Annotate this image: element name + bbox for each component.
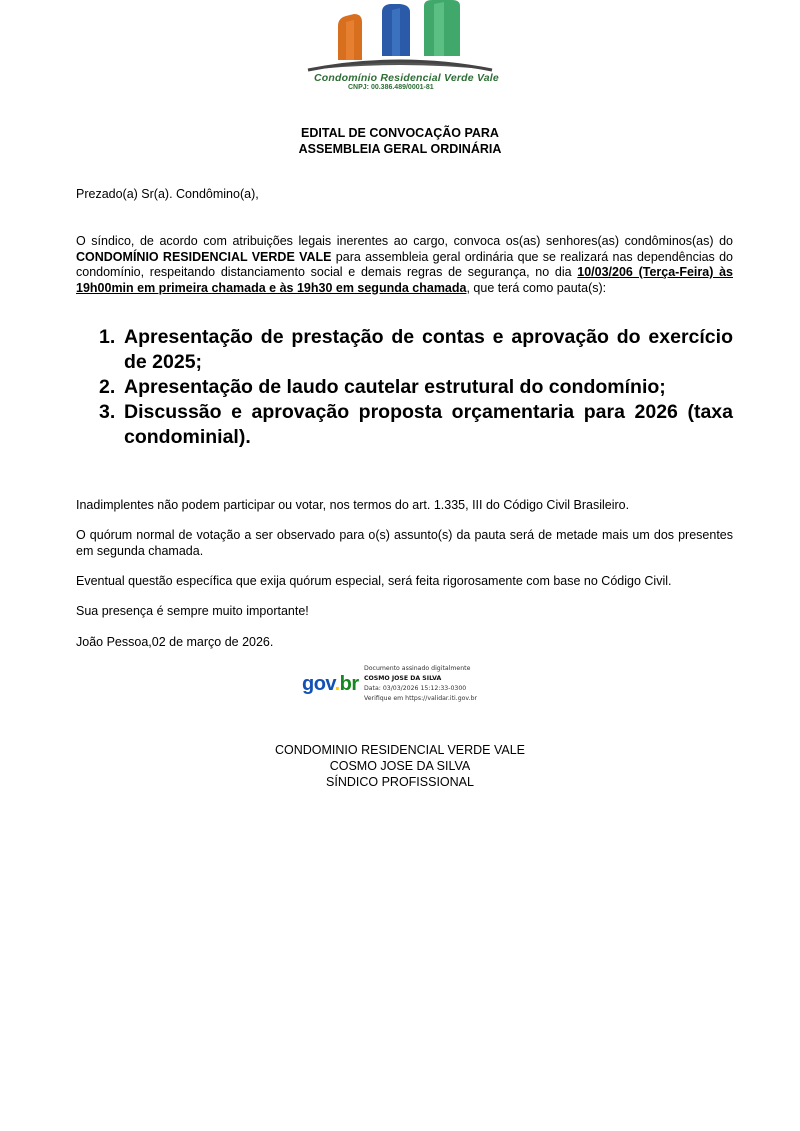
- convocation-paragraph: [76, 234, 733, 296]
- agenda-item: [76, 325, 733, 375]
- condominium-logo: [300, 0, 500, 96]
- quorum-paragraph: O quórum normal de votação a ser observado para o(s) assunto(s) da pauta será de metade mais um dos presentes em segunda chamada.: [76, 528, 733, 558]
- footer-condominium: CONDOMINIO RESIDENCIAL VERDE VALE: [274, 743, 526, 757]
- agenda-item: [76, 400, 733, 450]
- body-intro: O síndico, de acordo com atribuições legais inerentes ao cargo, convoca os(as) senhores(as) condôminos(as) do: [76, 234, 733, 248]
- place-date: João Pessoa,02 de março de 2026.: [76, 635, 274, 649]
- buildings-logo-icon: [300, 0, 500, 74]
- logo-cnpj: CNPJ: 00.386.489/0001-81: [348, 84, 434, 91]
- digital-signature-stamp: [300, 663, 500, 711]
- agenda-item-number: 3.: [99, 401, 116, 423]
- footer-signer-role: SÍNDICO PROFISSIONAL: [326, 775, 474, 789]
- signature-label: Documento assinado digitalmente: [364, 665, 471, 672]
- presence-paragraph: Sua presença é sempre muito importante!: [76, 604, 309, 618]
- agenda-item-number: 2.: [99, 376, 116, 398]
- agenda-item-number: 1.: [99, 326, 116, 348]
- document-title-line1: EDITAL DE CONVOCAÇÃO PARA: [301, 126, 499, 140]
- agenda-item-text: Apresentação de prestação de contas e aprovação do exercício de 2025;: [124, 326, 733, 373]
- greeting: Prezado(a) Sr(a). Condômino(a),: [76, 187, 259, 201]
- meeting-date-time: 10/03/206 (Terça-Feira) às 19h00min em primeira chamada e às 19h30 em segunda chamada: [76, 265, 733, 295]
- agenda-item-text: Apresentação de laudo cautelar estrutural do condomínio;: [124, 376, 666, 398]
- document-title-line2: ASSEMBLEIA GERAL ORDINÁRIA: [298, 142, 502, 156]
- agenda-list: [76, 325, 733, 450]
- agenda-item-text: Discussão e aprovação proposta orçamentaria para 2026 (taxa condominial).: [124, 401, 733, 448]
- signature-date: Data: 03/03/2026 15:12:33-0300: [364, 685, 467, 692]
- footer-signer-name: COSMO JOSE DA SILVA: [329, 759, 471, 773]
- signer-name: COSMO JOSE DA SILVA: [364, 675, 442, 682]
- default-paragraph: Inadimplentes não podem participar ou votar, nos termos do art. 1.335, III do Código Civil Brasileiro.: [76, 498, 630, 512]
- govbr-logo-icon: gov.br: [302, 673, 359, 695]
- signature-verify-link[interactable]: Verifique em https://validar.iti.gov.br: [364, 695, 478, 702]
- agenda-item: [76, 375, 733, 400]
- body-end: , que terá como pauta(s):: [466, 280, 607, 295]
- body-middle: para assembleia geral ordinária que se realizará nas dependências do condomínio, respeitando distanciamento social e demais regras de segurança, no dia: [76, 249, 733, 279]
- logo-condominium-name: Condomínio Residencial Verde Vale: [314, 72, 499, 84]
- condominium-name: CONDOMÍNIO RESIDENCIAL VERDE VALE: [76, 249, 332, 264]
- special-quorum-paragraph: Eventual questão específica que exija quórum especial, será feita rigorosamente com base no Código Civil.: [76, 574, 672, 588]
- signature-details: [364, 664, 504, 704]
